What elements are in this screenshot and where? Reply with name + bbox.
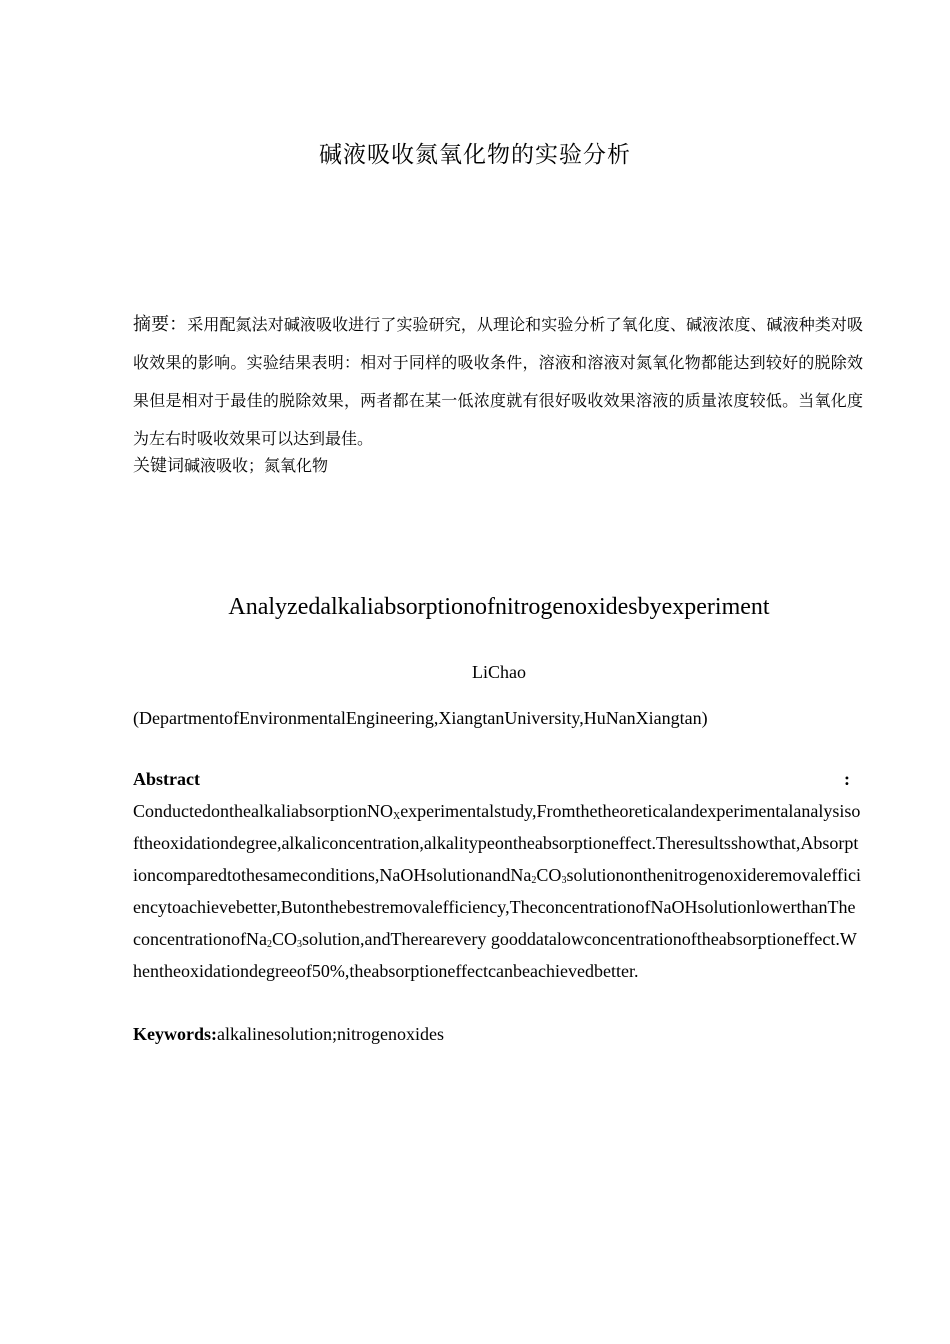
chinese-title: 碱液吸收氮氧化物的实验分析 bbox=[319, 142, 631, 167]
abstract-text-2: experimentalstudy,Fromthetheoreticalandexperimentalanalysisoftheoxidationdegree,alkaliconcentration,alkalitypeontheabsorptioneffect.Theresultsshowthat,Absorptioncomparedtothesameconditions,NaOHsolutionandNa bbox=[133, 801, 861, 885]
subscript-x: X bbox=[392, 811, 401, 822]
chinese-keywords bbox=[133, 451, 328, 482]
abstract-text-5: CO bbox=[271, 929, 297, 949]
english-title: Analyzedalkaliabsorptionofnitrogenoxidesbyexperiment bbox=[228, 594, 770, 620]
author-affiliation: (DepartmentofEnvironmentalEngineering,XiangtanUniversity,HuNanXiangtan) bbox=[133, 708, 708, 728]
chinese-abstract-label: 摘要： bbox=[133, 314, 188, 334]
subscript-3: 3 bbox=[561, 875, 567, 886]
abstract-text-1: ConductedonthealkaliabsorptionNO bbox=[133, 801, 393, 821]
english-abstract-colon: : bbox=[844, 769, 850, 789]
abstract-text-6: solution,andTherearevery gooddatalowconcentrationoftheabsorptioneffect.Whentheoxidationdegreeof50%,theabsorptioneffectcanbeachievedbetter. bbox=[133, 929, 857, 981]
chinese-keywords-text: 碱液吸收；氮氧化物 bbox=[184, 458, 329, 475]
subscript-2: 2 bbox=[531, 875, 537, 886]
author-name: LiChao bbox=[472, 662, 526, 682]
abstract-text-3: CO bbox=[536, 865, 562, 885]
chinese-abstract bbox=[133, 305, 863, 459]
abstract-text-4: solutiononthenitrogenoxideremovalefficiencytoachievebetter,Butonthebestremovalefficiency,TheconcentrationofNaOHsolutionlowerthanTheconcentrationofNa bbox=[133, 865, 862, 949]
english-keywords bbox=[133, 1020, 444, 1048]
chinese-abstract-text: 采用配氮法对碱液吸收进行了实验研究，从理论和实验分析了氧化度、碱液浓度、碱液种类对吸收效果的影响。实验结果表明：相对于同样的吸收条件，溶液和溶液对氮氧化物都能达到较好的脱除效果但是相对于最佳的脱除效果，两者都在某一低浓度就有很好吸收效果溶液的质量浓度较低。当氧化度为左右时吸收效果可以达到最佳。 bbox=[133, 317, 863, 448]
english-keywords-label: Keywords: bbox=[133, 1024, 217, 1044]
subscript-3: 3 bbox=[296, 939, 302, 950]
english-abstract-body bbox=[133, 795, 863, 987]
subscript-2: 2 bbox=[266, 939, 272, 950]
english-abstract-label: Abstract bbox=[133, 769, 200, 789]
chinese-keywords-label: 关键词 bbox=[133, 456, 184, 475]
english-keywords-text: alkalinesolution;nitrogenoxides bbox=[217, 1024, 444, 1044]
english-abstract-heading bbox=[133, 765, 850, 793]
